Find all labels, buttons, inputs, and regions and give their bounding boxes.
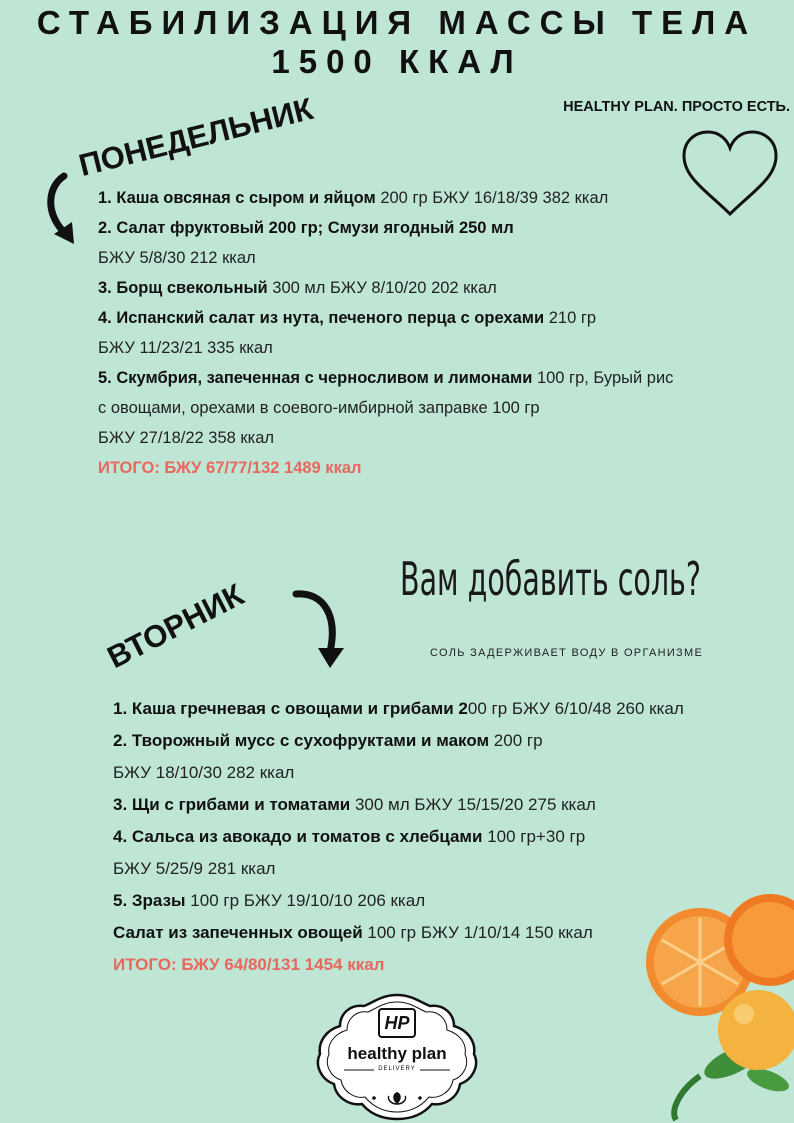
day-total: ИТОГО: БЖУ 64/80/131 1454 ккал [113, 955, 385, 974]
menu-tuesday [113, 693, 684, 981]
meal-4 [98, 303, 673, 333]
curved-arrow-icon [40, 172, 84, 248]
meal-name: 3. Щи с грибами и томатами [113, 795, 351, 814]
meal-2 [113, 725, 684, 757]
meal-details: 200 гр БЖУ 16/18/39 382 ккал [375, 189, 609, 207]
brand-tagline: HEALTHY PLAN. ПРОСТО ЕСТЬ. [563, 99, 790, 115]
day-label-monday: ПОНЕДЕЛЬНИК [75, 91, 317, 184]
meal-2 [98, 213, 673, 243]
meal-name: 5. Зразы [113, 891, 186, 910]
meal-5 [113, 885, 684, 917]
meal-name: Салат из запеченных овощей [113, 923, 363, 942]
salt-question: Вам добавить соль? [400, 552, 702, 606]
meal-details: 300 мл БЖУ 8/10/20 202 ккал [267, 279, 497, 297]
meal-name: 3. Борщ свекольный [98, 279, 268, 297]
meal-name: 2. Творожный мусс с сухофруктами и маком [113, 731, 490, 750]
curved-arrow-icon [290, 586, 356, 672]
meal-details: 00 гр БЖУ 6/10/48 260 ккал [467, 699, 684, 718]
meal-details: 210 гр [544, 309, 597, 327]
meal-details: 300 мл БЖУ 15/15/20 275 ккал [350, 795, 596, 814]
page-title: СТАБИЛИЗАЦИЯ МАССЫ ТЕЛА [36, 4, 758, 41]
logo-name: healthy plan [347, 1044, 447, 1063]
meal-details: 100 гр БЖУ 19/10/10 206 ккал [185, 891, 426, 910]
menu-monday [98, 183, 673, 483]
meal-5-nutrition: БЖУ 27/18/22 358 ккал [98, 429, 275, 447]
meal-details: 100 гр+30 гр [482, 827, 586, 846]
meal-4 [113, 821, 684, 853]
orange-fruit-illustration [640, 880, 794, 1123]
meal-details: 100 гр, Бурый рис [532, 369, 674, 387]
meal-name: 5. Скумбрия, запеченная с черносливом и лимонами [98, 369, 533, 387]
meal-details: 200 гр [489, 731, 543, 750]
meal-name: 1. Каша овсяная с сыром и яйцом [98, 189, 376, 207]
meal-name: 4. Испанский салат из нута, печеного перца с орехами [98, 309, 545, 327]
meal-details: 100 гр БЖУ 1/10/14 150 ккал [362, 923, 593, 942]
salt-note: СОЛЬ ЗАДЕРЖИВАЕТ ВОДУ В ОРГАНИЗМЕ [430, 647, 704, 659]
meal-5-details: с овощами, орехами в соевого-имбирной заправке 100 гр [98, 399, 540, 417]
meal-3 [113, 789, 684, 821]
meal-1 [98, 183, 673, 213]
meal-2-nutrition: БЖУ 18/10/30 282 ккал [113, 763, 295, 782]
meal-name: 2. Салат фруктовый 200 гр; Смузи ягодный 250 мл [98, 219, 514, 237]
meal-name: 4. Сальса из авокадо и томатов с хлебцами [113, 827, 483, 846]
logo-monogram: HP [378, 1008, 416, 1038]
logo-subtitle: DELIVERY [378, 1066, 416, 1072]
meal-4-nutrition: БЖУ 5/25/9 281 ккал [113, 859, 276, 878]
meal-4-nutrition: БЖУ 11/23/21 335 ккал [98, 339, 273, 357]
meal-name: 1. Каша гречневая с овощами и грибами 2 [113, 699, 468, 718]
meal-2-nutrition: БЖУ 5/8/30 212 ккал [98, 249, 256, 267]
heart-icon [680, 130, 780, 218]
meal-6 [113, 917, 684, 949]
meal-1 [113, 693, 684, 725]
day-total: ИТОГО: БЖУ 67/77/132 1489 ккал [98, 459, 362, 477]
meal-3 [98, 273, 673, 303]
meal-5 [98, 363, 673, 393]
page-subtitle-calories: 1500 ККАЛ [271, 43, 523, 80]
day-label-tuesday: ВТОРНИК [101, 576, 250, 676]
